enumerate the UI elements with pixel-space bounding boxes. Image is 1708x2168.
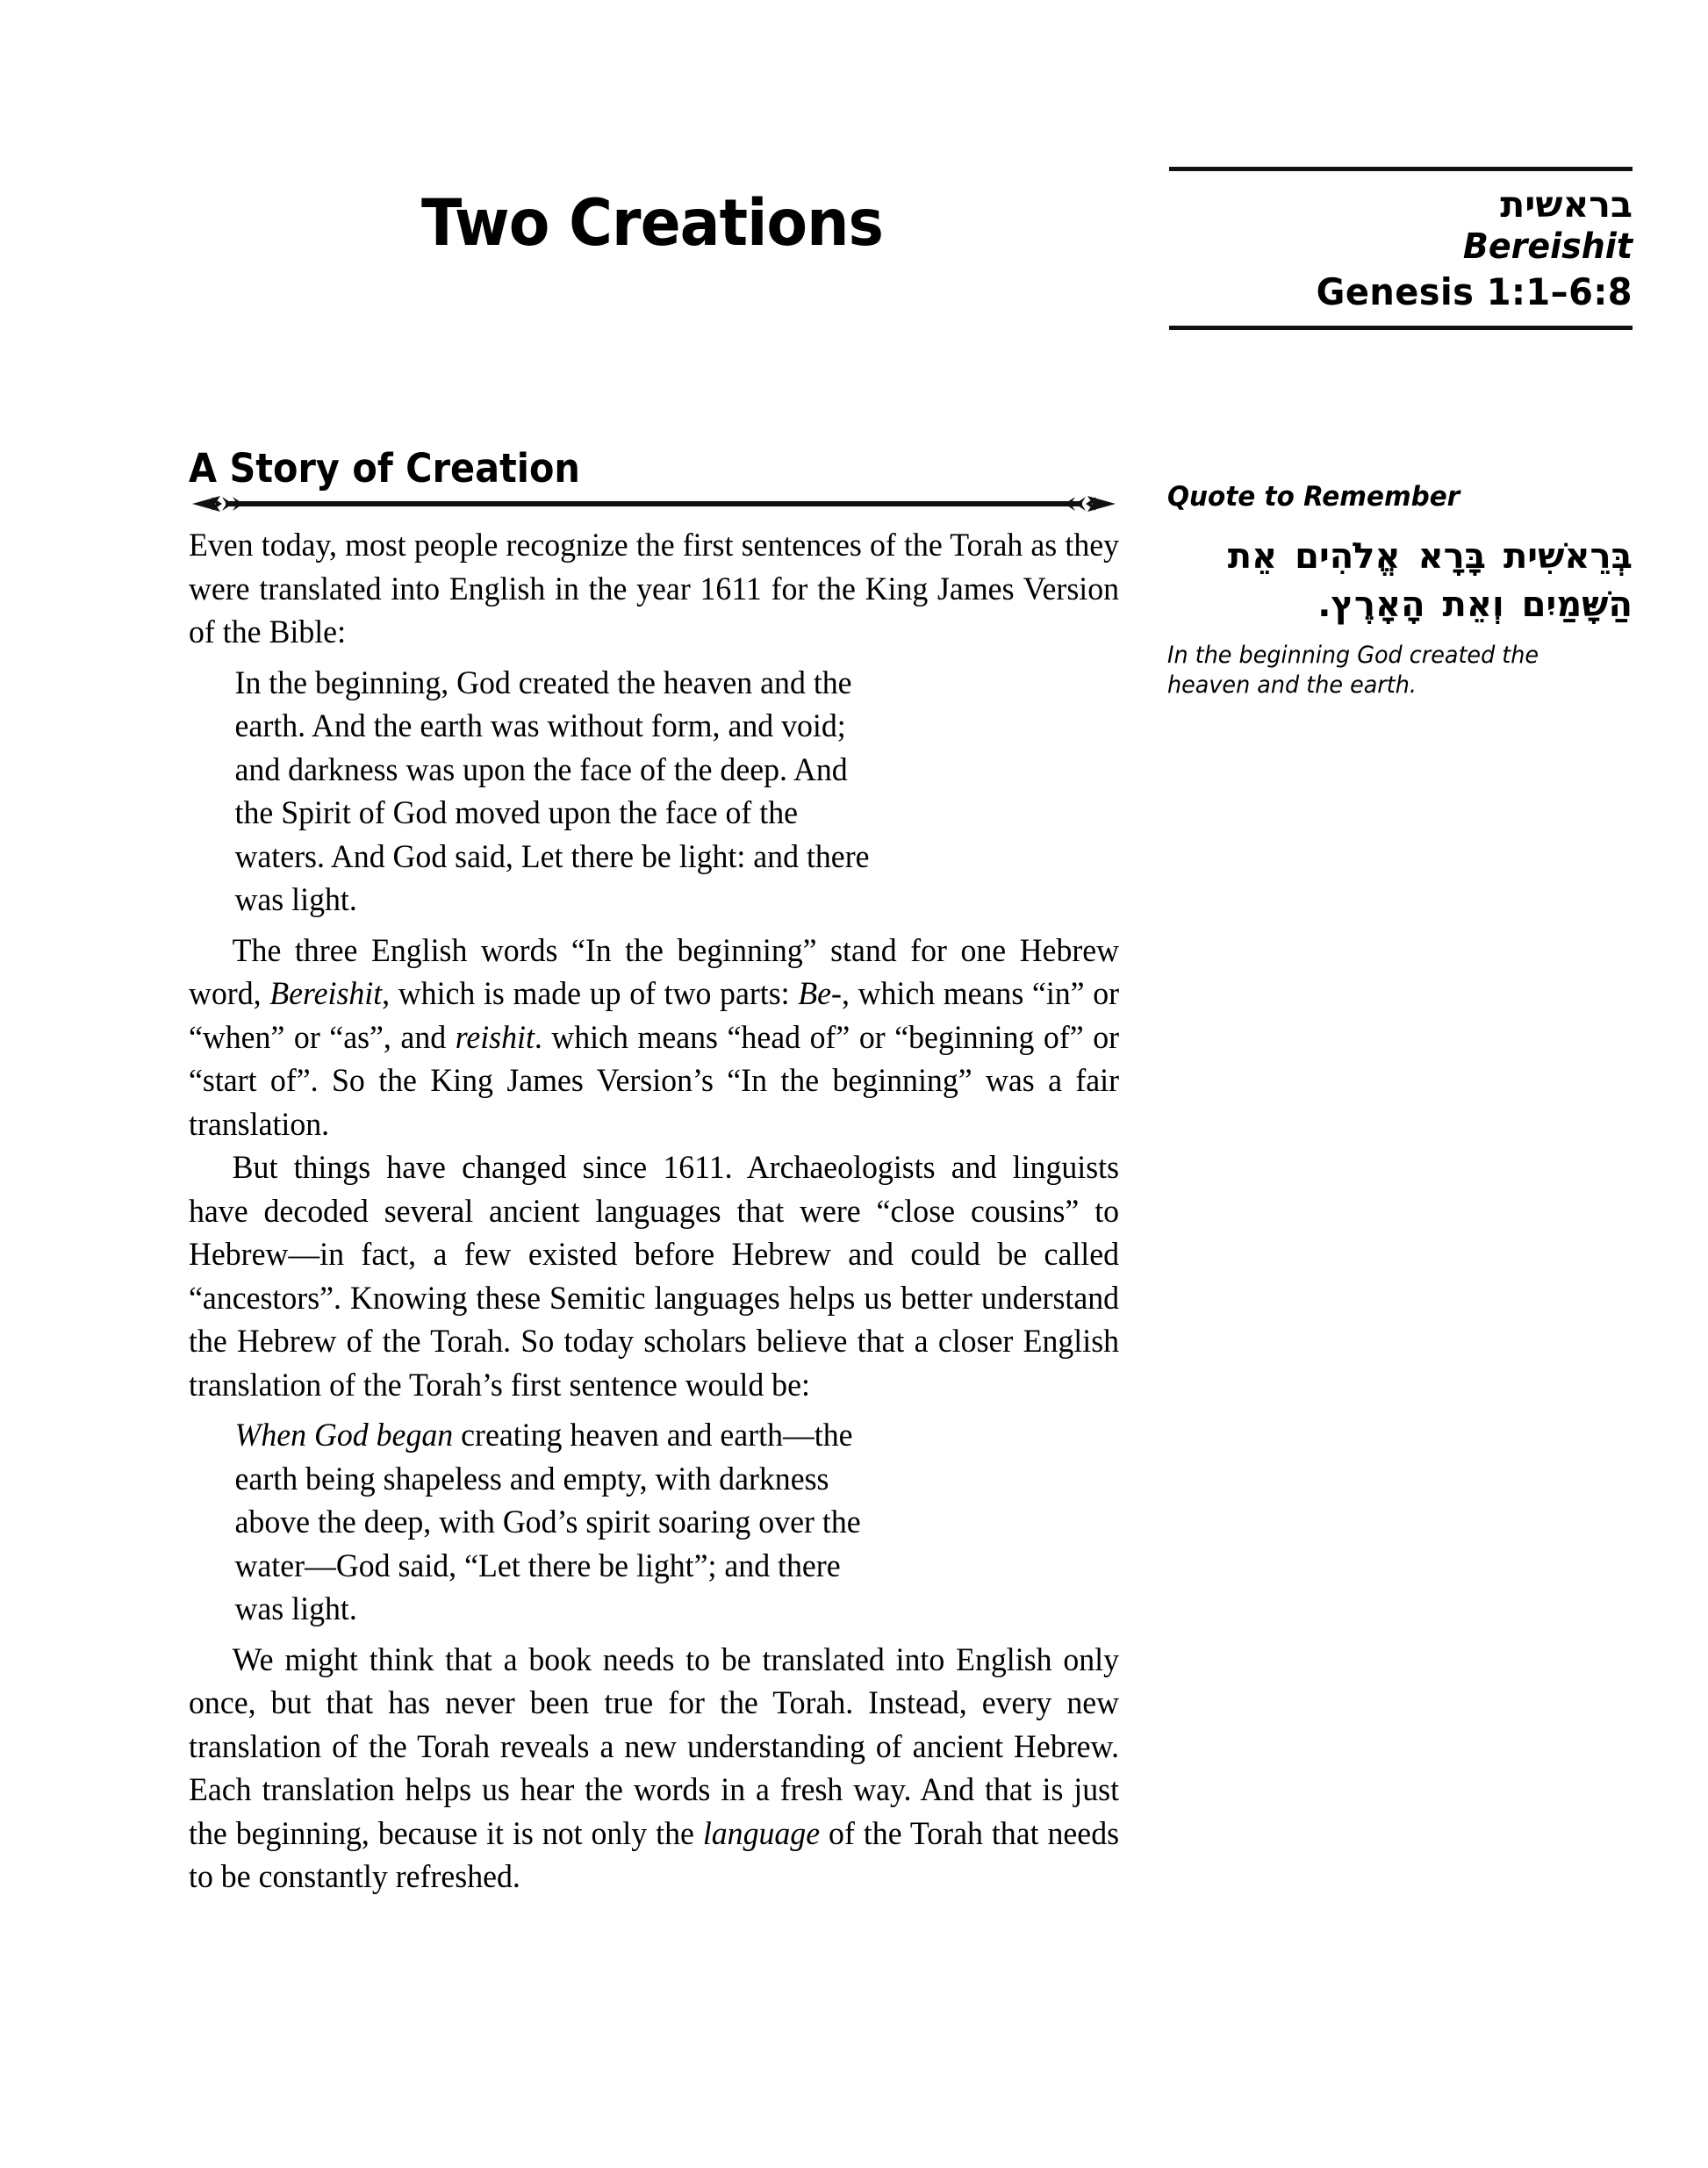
spacer (189, 922, 1119, 930)
paragraph-intro: Even today, most people recognize the first sentences of the Torah as they were translated into English in the year 1611 for the King James Version of the Bible: (189, 528, 1120, 651)
spacer (189, 655, 1119, 662)
page-header (189, 167, 1633, 369)
spacer (189, 1407, 1119, 1414)
parsha-reference-block (1169, 167, 1633, 330)
spacer (189, 1632, 1119, 1639)
parsha-transliteration: Bereishit (1462, 226, 1633, 268)
parsha-verse-range: Genesis 1:1–6:8 (1316, 270, 1633, 314)
blockquote-kjv: In the beginning, God created the heaven and the earth. And the earth was without form, and void; and darkness was upon the face of the deep. And the Spirit of God moved upon the face of the waters. And God said, Let there be light: and there was light. (234, 664, 870, 919)
text-run: of the Torah that needs to be constantly refreshed. (189, 1815, 1120, 1896)
italic-language: language (702, 1815, 821, 1852)
sidebar-english-gloss: In the beginning God created the heaven and the earth. (1167, 641, 1539, 699)
paragraph-hebrew-roots (189, 930, 1119, 1147)
section-heading: A Story of Creation (189, 445, 580, 492)
blockquote-modern-translation (189, 1414, 885, 1632)
italic-be-prefix: Be- (798, 976, 842, 1013)
main-text-column (189, 445, 1120, 1899)
text-run: The three English words “In the beginning” stand for one Hebrew word, (189, 932, 1120, 1013)
paragraph-archaeology: But things have changed since 1611. Archaeologists and linguists have decoded several ancient languages that were “close cousins” to Hebrew—in fact, a few existed before Hebrew and could be called “ancestors”. Knowing these Semitic languages helps us better understand the Hebrew of the Torah. So today scholars believe that a closer English translation of the Torah’s first sentence would be: (189, 1150, 1120, 1403)
italic-bereishit: Bereishit (269, 976, 383, 1013)
sidebar-hebrew-verse: בְּרֵאשִׁית בָּרָא אֱלֹהִים אֵת הַשָּׁמַיִם וְאֵת הָאָרֶץ. (1227, 536, 1633, 626)
sidebar-quote-panel (1167, 481, 1633, 700)
paragraph-retranslation (189, 1639, 1119, 1899)
sidebar-heading-quote-to-remember: Quote to Remember (1167, 481, 1460, 513)
page-title: Two Creations (421, 186, 884, 261)
double-arrow-rule-divider (189, 492, 1119, 515)
text-run: , which means “in” or “when” or “as”, and (189, 976, 1120, 1056)
text-run: , which is made up of two parts: (382, 976, 799, 1013)
text-run: . which means “head of” or “beginning of” or “start of”. So the King James Version’s “In the beginning” was a fair translation. (189, 1019, 1120, 1143)
text-run: We might think that a book needs to be translated into English only once, but that has never been true for the Torah. Instead, every new translation of the Torah reveals a new understanding of ancient Hebrew. Each translation helps us hear the words in a fresh way. And that is just the beginning, because it is not only the (189, 1641, 1120, 1852)
text-run: creating heaven and earth—the earth being shapeless and empty, with darkness above the deep, with God’s spirit soaring over the water—God said, “Let there be light”; and there was light. (234, 1418, 861, 1628)
italic-reishit: reishit (455, 1019, 535, 1056)
italic-when-god-began: When God began (234, 1418, 454, 1454)
parsha-hebrew-name: בראשית (1500, 183, 1633, 226)
